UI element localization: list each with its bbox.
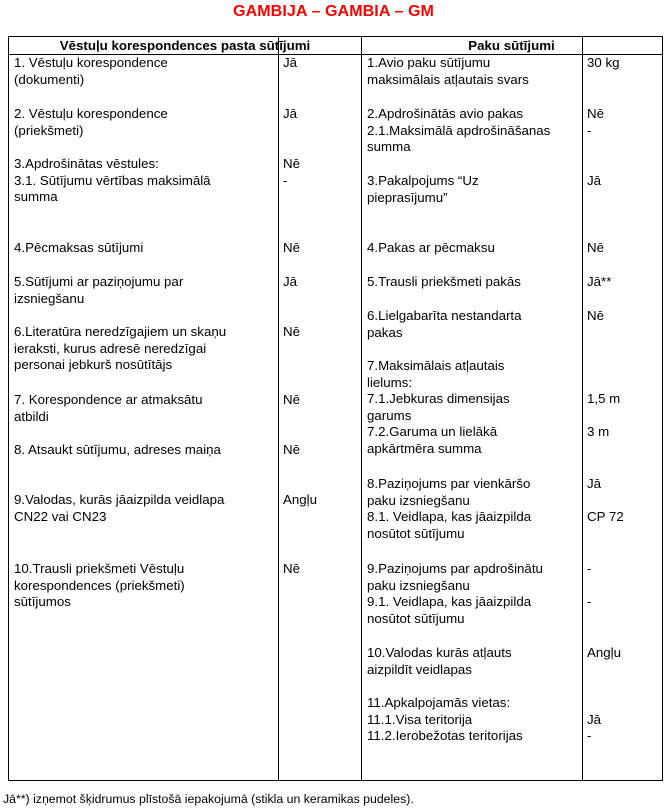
left-row-value: Jā [283,106,298,121]
left-row-value: Nē [283,561,300,576]
right-row-label: 5.Trausli priekšmeti pakās [367,274,521,289]
left-row-label: 4.Pēcmaksas sūtījumi [14,240,144,255]
right-row-value: Jā CP 72 [587,476,624,525]
left-row-label: 7. Korespondence ar atmaksātu atbildi [14,392,203,424]
left-row-label: 1. Vēstuļu korespondence (dokumenti) [14,55,168,87]
right-row-label: 10.Valodas kurās atļauts aizpildīt veidlapas [367,645,512,677]
left-row-value: Nē - [283,156,300,188]
left-row-value: Nē [283,324,300,339]
page-title: GAMBIJA – GAMBIA – GM [233,3,434,20]
services-table [8,36,663,781]
left-row-label: 5.Sūtījumi ar paziņojumu par izsniegšanu [14,274,184,306]
right-row-value: Nē - [587,106,604,138]
right-row-label: 8.Paziņojums par vienkāršo paku izsniegšanu 8.1. Veidlapa, kas jāaizpilda nosūtot sūtījumu [367,476,532,541]
left-row-label: 3.Apdrošinātas vēstules: 3.1. Sūtījumu vērtības maksimālā summa [14,156,211,205]
left-row-value: Nē [283,442,300,457]
left-row-label: 8. Atsaukt sūtījumu, adreses maiņa [14,442,221,457]
left-row-label: 2. Vēstuļu korespondence (priekšmeti) [14,106,168,138]
footnote: Jā**) izņemot šķidrumus plīstošā iepakojumā (stikla un keramikas pudeles). [3,792,414,806]
left-row-label: 10.Trausli priekšmeti Vēstuļu korespondences (priekšmeti) sūtījumos [14,561,185,610]
right-row-label: 11.Apkalpojamās vietas: 11.1.Visa teritorija 11.2.Ierobežotas teritorijas [367,695,523,744]
right-row-label: 9.Paziņojums par apdrošinātu paku izsniegšanu 9.1. Veidlapa, kas jāaizpilda nosūtot sūtījumu [367,561,543,626]
right-row-label: 6.Lielgabarīta nestandarta pakas [367,308,522,340]
right-row-value: Nē [587,308,604,323]
right-row-value: Jā [587,173,602,188]
left-row-label: 9.Valodas, kurās jāaizpilda veidlapa CN22 vai CN23 [14,492,225,524]
left-row-value: Jā [283,55,298,70]
right-row-label: 2.Apdrošinātās avio pakas 2.1.Maksimālā apdrošināšanas summa [367,106,551,155]
right-row-value: 1,5 m 3 m [587,391,621,440]
left-row-value: Nē [283,240,300,255]
column-divider-center [361,37,362,780]
right-row-label: 4.Pakas ar pēcmaksu [367,240,495,255]
left-row-value: Angļu [283,492,318,507]
column-divider [582,37,583,780]
header-parcel-services: Paku sūtījumi [468,38,555,53]
right-row-value: Angļu [587,645,622,660]
right-row-value: 30 kg [587,55,620,70]
right-row-value: Jā** [587,274,612,289]
right-row-label: 1.Avio paku sūtījumu maksimālais atļautais svars [367,55,529,87]
left-row-label: 6.Literatūra neredzīgajiem un skaņu ieraksti, kurus adresē neredzīgai personai jebkurš nosūtītājs [14,324,227,373]
header-letter-services: Vēstuļu korespondences pasta sūtījumi [59,38,311,53]
left-row-value: Nē [283,392,300,407]
right-row-value: - - [587,561,592,610]
left-row-value: Jā [283,274,298,289]
right-row-value: Nē [587,240,604,255]
table-header-row [9,37,662,55]
right-row-value: Jā - [587,711,602,744]
column-divider [278,37,279,780]
right-row-label: 7.Maksimālais atļautais lielums: 7.1.Jebkuras dimensijas garums 7.2.Garuma un lielākā apkārtmēra summa [367,358,510,456]
right-row-label: 3.Pakalpojums “Uz pieprasījumu” [367,173,479,205]
